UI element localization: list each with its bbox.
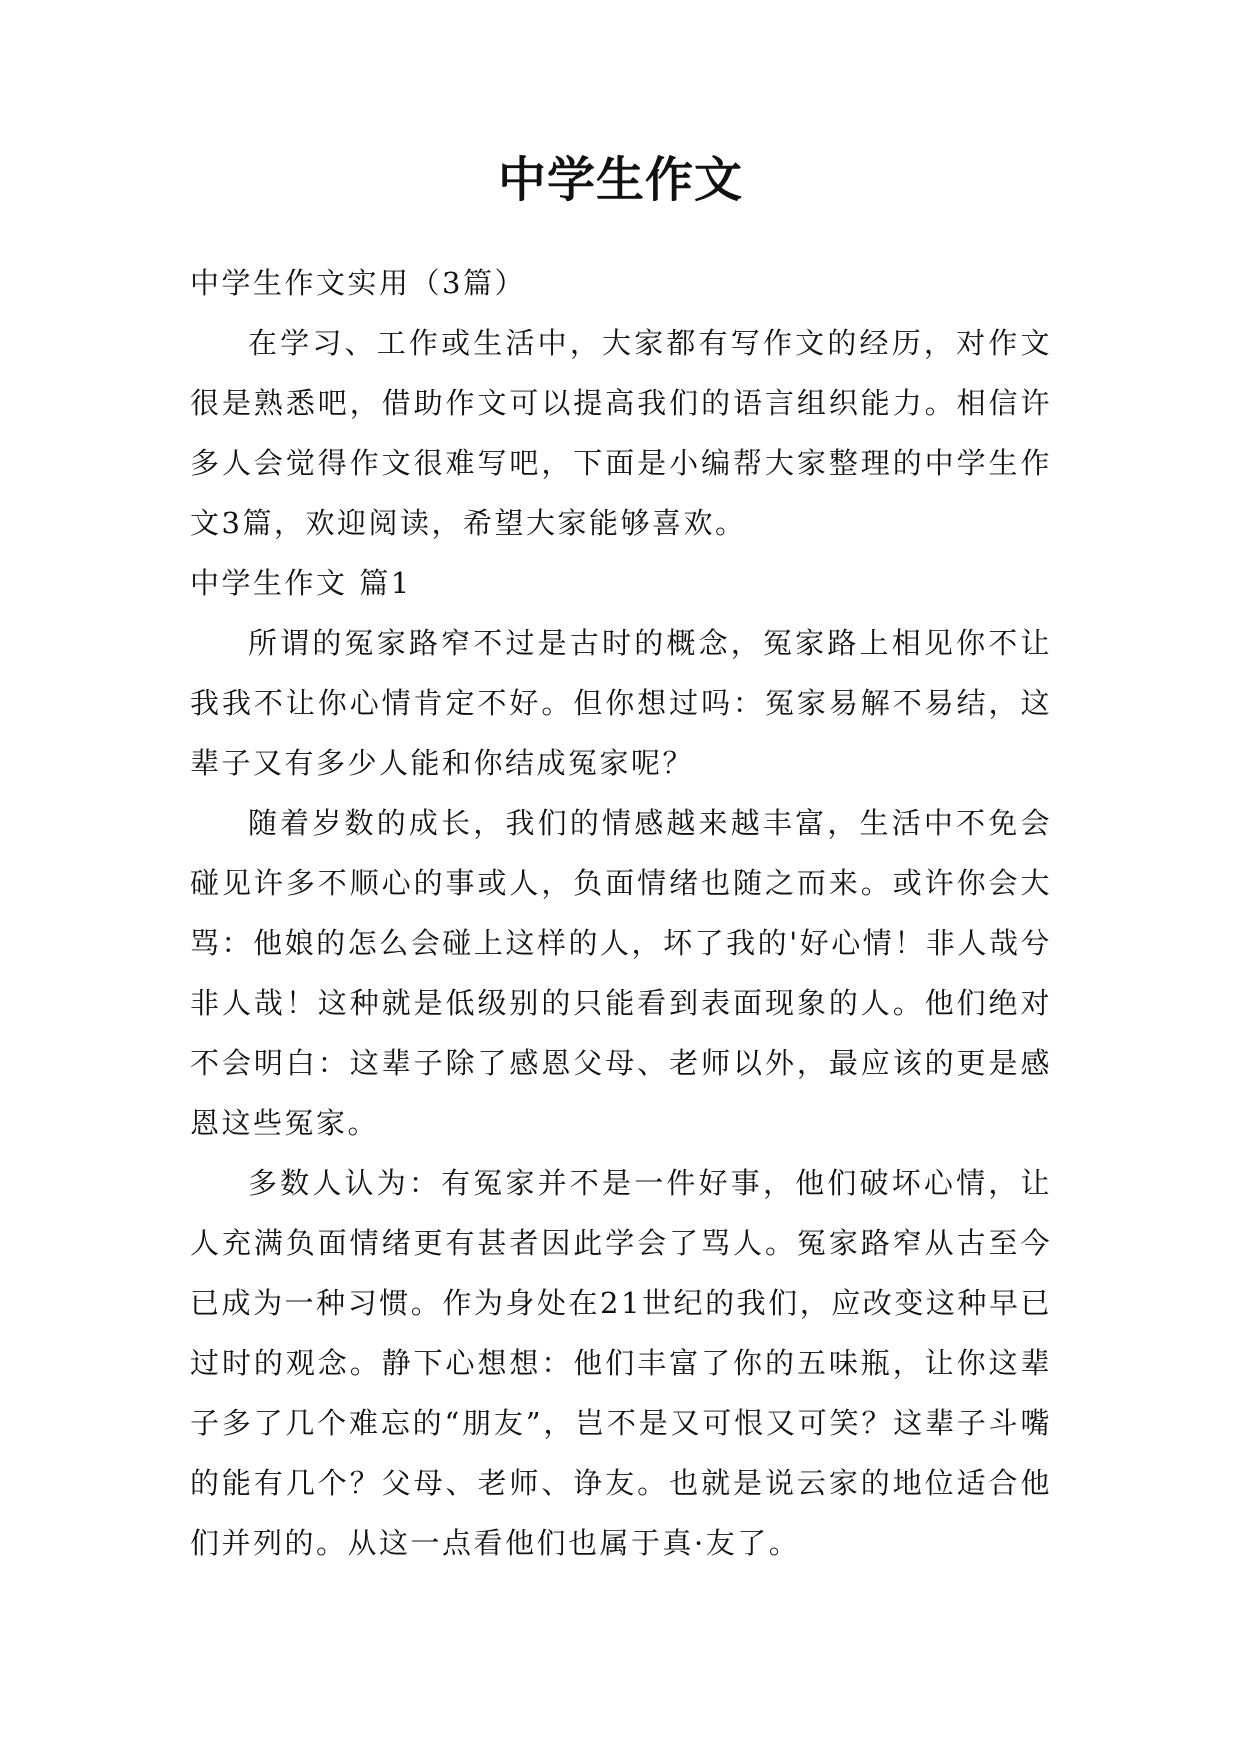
document-body bbox=[190, 253, 1052, 1573]
body-paragraph-3: 多数人认为：有冤家并不是一件好事，他们破坏心情，让人充满负面情绪更有甚者因此学会了骂人。冤家路窄从古至今已成为一种习惯。作为身处在21世纪的我们，应改变这种早已过时的观念。静下心想想：他们丰富了你的五味瓶，让你这辈子多了几个难忘的“朋友”，岂不是又可恨又可笑？这辈子斗嘴的能有几个？父母、老师、诤友。也就是说云家的地位适合他们并列的。从这一点看他们也属于真·友了。 bbox=[190, 1166, 1052, 1560]
document-subtitle: 中学生作文实用（3篇） bbox=[190, 266, 526, 300]
body-paragraph-1: 所谓的冤家路窄不过是古时的概念，冤家路上相见你不让我我不让你心情肯定不好。但你想过吗：冤家易解不易结，这辈子又有多少人能和你结成冤家呢？ bbox=[190, 626, 1052, 780]
document-title: 中学生作文 bbox=[497, 152, 743, 208]
section-heading: 中学生作文 篇1 bbox=[190, 566, 412, 600]
body-paragraph-2: 随着岁数的成长，我们的情感越来越丰富，生活中不免会碰见许多不顺心的事或人，负面情绪也随之而来。或许你会大骂：他娘的怎么会碰上这样的人，坏了我的'好心情！非人哉兮非人哉！这种就是低级别的只能看到表面现象的人。他们绝对不会明白：这辈子除了感恩父母、老师以外，最应该的更是感恩这些冤家。 bbox=[190, 806, 1052, 1140]
intro-paragraph: 在学习、工作或生活中，大家都有写作文的经历，对作文很是熟悉吧，借助作文可以提高我们的语言组织能力。相信许多人会觉得作文很难写吧，下面是小编帮大家整理的中学生作文3篇，欢迎阅读，希望大家能够喜欢。 bbox=[190, 326, 1052, 540]
